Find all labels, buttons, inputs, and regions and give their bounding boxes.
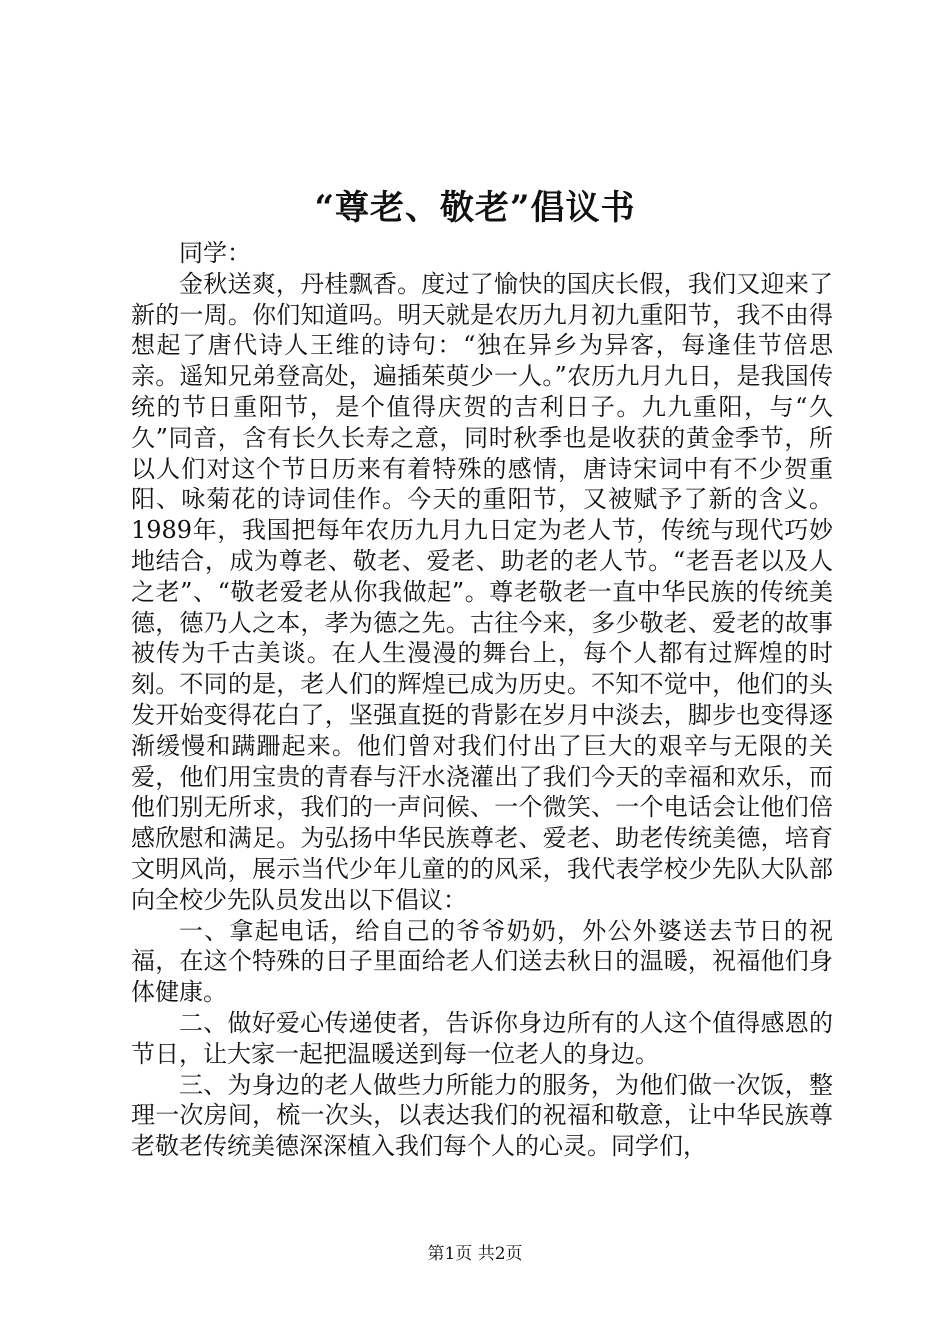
paragraph-proposal-3: 三、为身边的老人做些力所能力的服务，为他们做一次饭，整理一次房间，梳一次头，以表达我们的祝福和敬意，让中华民族尊老敬老传统美德深深植入我们每个人的心灵。同学们， bbox=[131, 1070, 833, 1161]
paragraph-proposal-1: 一、拿起电话，给自己的爷爷奶奶，外公外婆送去节日的祝福，在这个特殊的日子里面给老人们送去秋日的温暖，祝福他们身体健康。 bbox=[131, 916, 833, 1007]
paragraph-intro: 金秋送爽，丹桂飘香。度过了愉快的国庆长假，我们又迎来了新的一周。你们知道吗。明天就是农历九月初九重阳节，我不由得想起了唐代诗人王维的诗句：“独在异乡为异客，每逢佳节倍思亲。遥知兄弟登高处，遍插茱萸少一人。”农历九月九日，是我国传统的节日重阳节，是个值得庆贺的吉利日子。九九重阳，与“久久”同音，含有长久长寿之意，同时秋季也是收获的黄金季节，所以人们对这个节日历来有着特殊的感情，唐诗宋词中有不少贺重阳、咏菊花的诗词佳作。今天的重阳节，又被赋予了新的含义。1989年，我国把每年农历九月九日定为老人节，传统与现代巧妙地结合，成为尊老、敬老、爱老、助老的老人节。“老吾老以及人之老”、“敬老爱老从你我做起”。尊老敬老一直中华民族的传统美德，德乃人之本，孝为德之先。古往今来，多少敬老、爱老的故事被传为千古美谈。在人生漫漫的舞台上，每个人都有过辉煌的时刻。不同的是，老人们的辉煌已成为历史。不知不觉中，他们的头发开始变得花白了，坚强直挺的背影在岁月中淡去，脚步也变得逐渐缓慢和蹒跚起来。他们曾对我们付出了巨大的艰辛与无限的关爱，他们用宝贵的青春与汗水浇灌出了我们今天的幸福和欢乐，而他们别无所求，我们的一声问候、一个微笑、一个电话会让他们倍感欣慰和满足。为弘扬中华民族尊老、爱老、助老传统美德，培育文明风尚，展示当代少年儿童的的风采，我代表学校少先队大队部向全校少先队员发出以下倡议： bbox=[131, 269, 833, 914]
salutation: 同学： bbox=[179, 239, 251, 267]
paragraph-proposal-2: 二、做好爱心传递使者，告诉你身边所有的人这个值得感恩的节日，让大家一起把温暖送到每一位老人的身边。 bbox=[131, 1008, 833, 1068]
document-body bbox=[131, 238, 833, 1162]
document-title: “尊老、敬老”倡议书 bbox=[314, 188, 636, 228]
page-footer: 第1页 共2页 bbox=[427, 1244, 523, 1264]
